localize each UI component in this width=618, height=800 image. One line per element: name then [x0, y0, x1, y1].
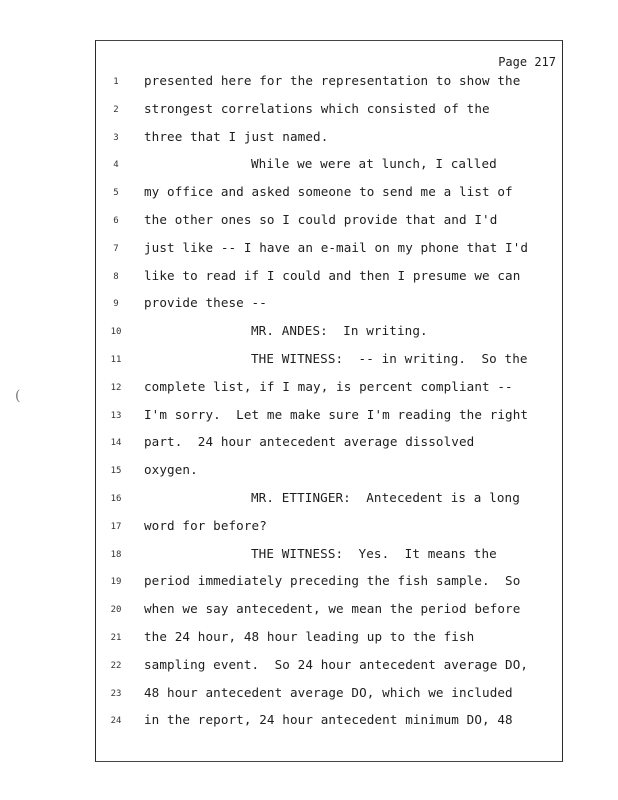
transcript-line — [96, 462, 562, 484]
transcript-line — [96, 573, 562, 595]
page-number: Page 217 — [498, 55, 556, 69]
line-text: part. 24 hour antecedent average dissolved — [144, 434, 475, 450]
line-text: MR. ANDES: In writing. — [251, 323, 428, 339]
line-text: three that I just named. — [144, 128, 329, 144]
line-number: 4 — [113, 160, 119, 171]
transcript-line — [96, 323, 562, 345]
transcript-page — [95, 40, 563, 762]
line-text: THE WITNESS: Yes. It means the — [251, 545, 497, 561]
line-number: 20 — [110, 605, 122, 616]
line-number: 8 — [113, 271, 119, 282]
transcript-line — [96, 351, 562, 373]
line-text: just like -- I have an e-mail on my phone that I'd — [144, 239, 529, 255]
transcript-line — [96, 518, 562, 540]
line-number: 23 — [110, 688, 122, 699]
transcript-line — [96, 156, 562, 178]
transcript-line — [96, 212, 562, 234]
transcript-line — [96, 184, 562, 206]
line-number: 6 — [113, 216, 119, 226]
line-text: word for before? — [144, 517, 267, 533]
transcript-line — [96, 129, 562, 151]
line-text: oxygen. — [144, 462, 198, 478]
line-number: 19 — [110, 577, 122, 588]
transcript-line — [96, 490, 562, 512]
line-number: 7 — [113, 243, 119, 254]
transcript-line — [96, 73, 562, 95]
line-number: 1 — [113, 77, 119, 87]
line-text: MR. ETTINGER: Antecedent is a long — [251, 490, 520, 505]
line-text: provide these -- — [144, 295, 267, 311]
transcript-line — [96, 601, 562, 623]
line-text: like to read if I could and then I presume we can — [144, 267, 521, 283]
transcript-line — [96, 546, 562, 568]
line-number: 3 — [113, 132, 119, 143]
line-text: I'm sorry. Let me make sure I'm reading the right — [144, 406, 529, 422]
line-number: 10 — [110, 327, 122, 338]
transcript-line — [96, 101, 562, 123]
line-text: THE WITNESS: -- in writing. So the — [251, 351, 528, 366]
line-text: the other ones so I could provide that and I'd — [144, 212, 498, 227]
transcript-line — [96, 685, 562, 707]
transcript-line — [96, 295, 562, 317]
transcript-line — [96, 379, 562, 401]
line-number: 15 — [110, 466, 122, 477]
line-text: strongest correlations which consisted of the — [144, 100, 490, 116]
line-text: my office and asked someone to send me a list of — [144, 184, 513, 200]
transcript-line — [96, 407, 562, 429]
line-number: 22 — [110, 660, 122, 671]
line-number: 16 — [110, 494, 122, 504]
line-text: While we were at lunch, I called — [251, 156, 497, 172]
line-number: 2 — [113, 104, 119, 115]
transcript-line — [96, 712, 562, 734]
transcript-line — [96, 240, 562, 262]
line-text: the 24 hour, 48 hour leading up to the fish — [144, 629, 475, 644]
transcript-line — [96, 657, 562, 679]
line-number: 5 — [113, 188, 119, 199]
line-text: in the report, 24 hour antecedent minimum DO, 48 — [144, 712, 513, 728]
line-number: 24 — [110, 716, 122, 727]
line-text: presented here for the representation to show the — [144, 73, 521, 88]
line-number: 21 — [110, 633, 122, 643]
line-number: 18 — [110, 549, 122, 560]
transcript-line — [96, 268, 562, 290]
line-number: 12 — [110, 382, 122, 393]
line-text: 48 hour antecedent average DO, which we included — [144, 684, 513, 700]
line-text: complete list, if I may, is percent compliant -- — [144, 378, 513, 394]
line-number: 13 — [110, 410, 122, 421]
line-text: when we say antecedent, we mean the period before — [144, 601, 521, 617]
margin-mark: ( — [15, 388, 21, 404]
line-text: sampling event. So 24 hour antecedent average DO, — [144, 656, 529, 672]
line-number: 11 — [110, 355, 122, 365]
transcript-line — [96, 434, 562, 456]
line-text: period immediately preceding the fish sample. So — [144, 573, 521, 589]
line-number: 17 — [110, 521, 122, 532]
line-number: 9 — [113, 299, 119, 310]
transcript-line — [96, 629, 562, 651]
line-number: 14 — [110, 438, 122, 449]
